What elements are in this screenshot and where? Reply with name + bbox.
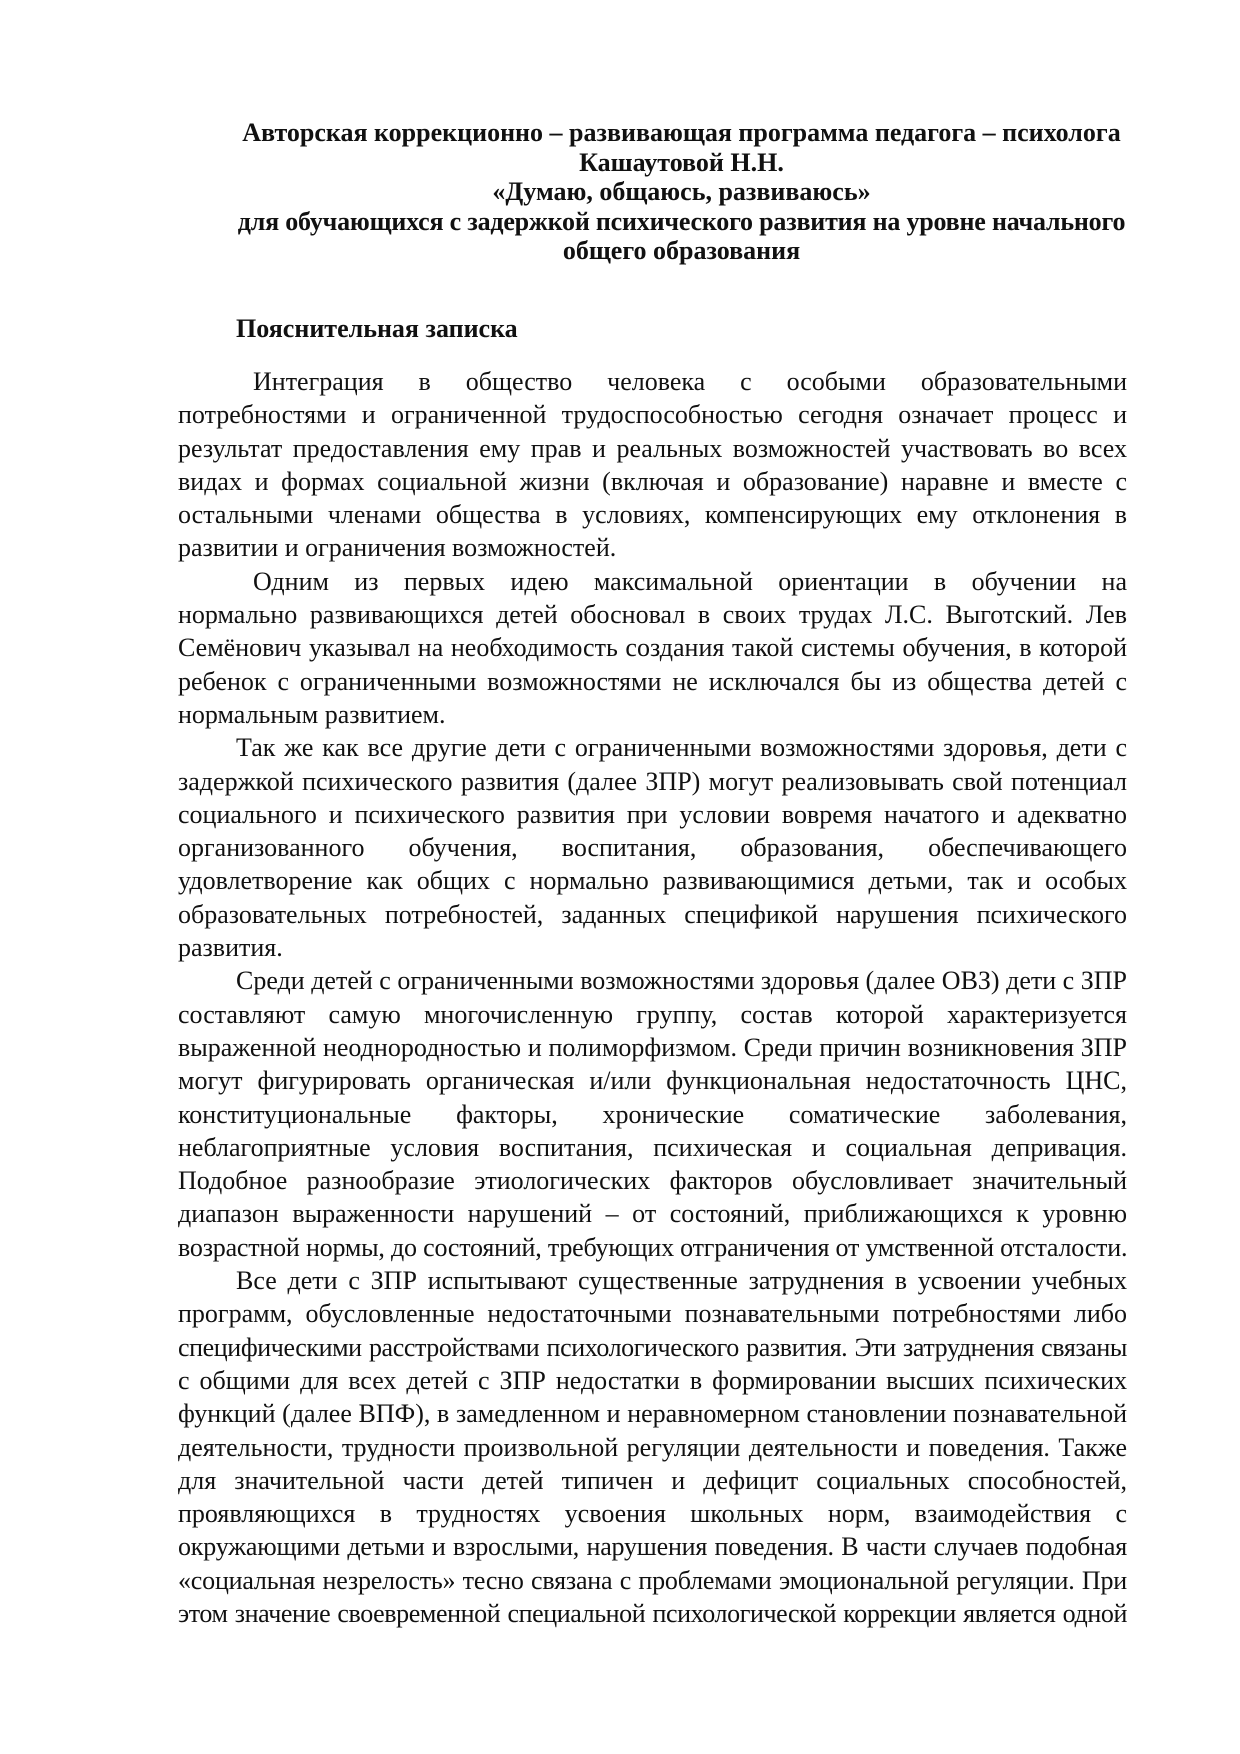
paragraph-line: деятельности, трудности произвольной регуляции деятельности и поведения. Также [178,1432,1127,1462]
paragraph-line: развития. [178,933,283,963]
paragraph-line: Среди детей с ограниченными возможностями здоровья (далее ОВЗ) дети с ЗПР [236,966,1127,996]
paragraph-line: ребенок с ограниченными возможностями не исключался бы из общества детей с [178,666,1127,696]
paragraph [178,731,1127,964]
paragraph-line: организованного обучения, воспитания, образования, обеспечивающего [178,833,1127,863]
title-line: Авторская коррекционно – развивающая программа педагога – психолога [242,118,1121,147]
paragraph-line: Интеграция в общество человека с особыми образовательными [253,367,1127,396]
document-body [178,365,1127,1630]
paragraph-line: потребностями и ограниченной трудоспособностью сегодня означает процесс и [178,400,1127,430]
paragraph-line: выраженной неоднородностью и полиморфизмом. Среди причин возникновения ЗПР [178,1032,1127,1062]
paragraph [178,365,1127,565]
document-title [236,118,1127,266]
paragraph-line: нормальным развитием. [178,699,446,729]
paragraph-line: могут фигурировать органическая и/или функциональная недостаточность ЦНС, [178,1066,1127,1096]
paragraph-line: этом значение своевременной специальной психологической коррекции является одной [178,1598,1127,1628]
paragraph-line: конституциональные факторы, хронические соматические заболевания, [178,1099,1127,1129]
paragraph-line: удовлетворение как общих с нормально развивающимися детьми, так и особых [178,866,1127,896]
paragraph-line: неблагоприятные условия воспитания, психическая и социальная депривация. [178,1132,1127,1162]
paragraph-line: остальными членами общества в условиях, компенсирующих ему отклонения в [178,500,1127,530]
title-line: общего образования [562,236,801,265]
paragraph-line: нормально развивающихся детей обосновал в своих трудах Л.С. Выготский. Лев [178,600,1127,630]
paragraph-line: программ, обусловленные недостаточными познавательными потребностями либо [178,1299,1127,1329]
paragraph-line: Одним из первых идею максимальной ориентации в обучении на [253,566,1127,596]
paragraph-line: составляют самую многочисленную группу, состав которой характеризуется [178,999,1127,1029]
paragraph-line: Подобное разнообразие этиологических факторов обусловливает значительный [178,1166,1127,1196]
paragraph-line: проявляющихся в трудностях усвоения школьных норм, взаимодействия с [178,1499,1127,1529]
paragraph-line: окружающими детьми и взрослыми, нарушения поведения. В части случаев подобная [178,1532,1127,1562]
paragraph-line: «социальная незрелость» тесно связана с проблемами эмоциональной регуляции. При [178,1565,1127,1595]
paragraph-line: для значительной части детей типичен и дефицит социальных способностей, [178,1465,1127,1495]
paragraph-line: образовательных потребностей, заданных спецификой нарушения психического [178,899,1127,929]
section-heading: Пояснительная записка [236,314,518,343]
paragraph-line: возрастной нормы, до состояний, требующих отграничения от умственной отсталости. [178,1232,1128,1262]
paragraph-line: задержкой психического развития (далее ЗПР) могут реализовывать свой потенциал [178,766,1127,796]
paragraph-line: развитии и ограничения возможностей. [178,533,617,563]
paragraph-line: социального и психического развития при условии вовремя начатого и адекватно [178,799,1127,829]
paragraph-line: диапазон выраженности нарушений – от состояний, приближающихся к уровню [178,1199,1127,1229]
paragraph-line: Так же как все другие дети с ограниченными возможностями здоровья, дети с [236,733,1127,763]
paragraph [178,964,1127,1264]
paragraph-line: специфическими расстройствами психологического развития. Эти затруднения связаны [178,1332,1127,1362]
paragraph-line: результат предоставления ему прав и реальных возможностей участвовать во всех [178,433,1127,463]
title-line: для обучающихся с задержкой психического развития на уровне начального [237,206,1126,236]
title-program-name: «Думаю, общаюсь, развиваюсь» [492,177,871,206]
paragraph [178,565,1127,731]
paragraph-line: Все дети с ЗПР испытывают существенные затруднения в усвоении учебных [236,1266,1127,1296]
paragraph-line: Семёнович указывал на необходимость создания такой системы обучения, в которой [178,633,1127,663]
paragraph-line: функций (далее ВПФ), в замедленном и неравномерном становлении познавательной [178,1399,1127,1429]
paragraph-line: с общими для всех детей с ЗПР недостатки в формировании высших психических [178,1365,1127,1395]
paragraph [178,1264,1127,1630]
title-author: Кашаутовой Н.Н. [579,147,784,177]
paragraph-line: видах и формах социальной жизни (включая и образование) наравне и вместе с [178,466,1127,496]
